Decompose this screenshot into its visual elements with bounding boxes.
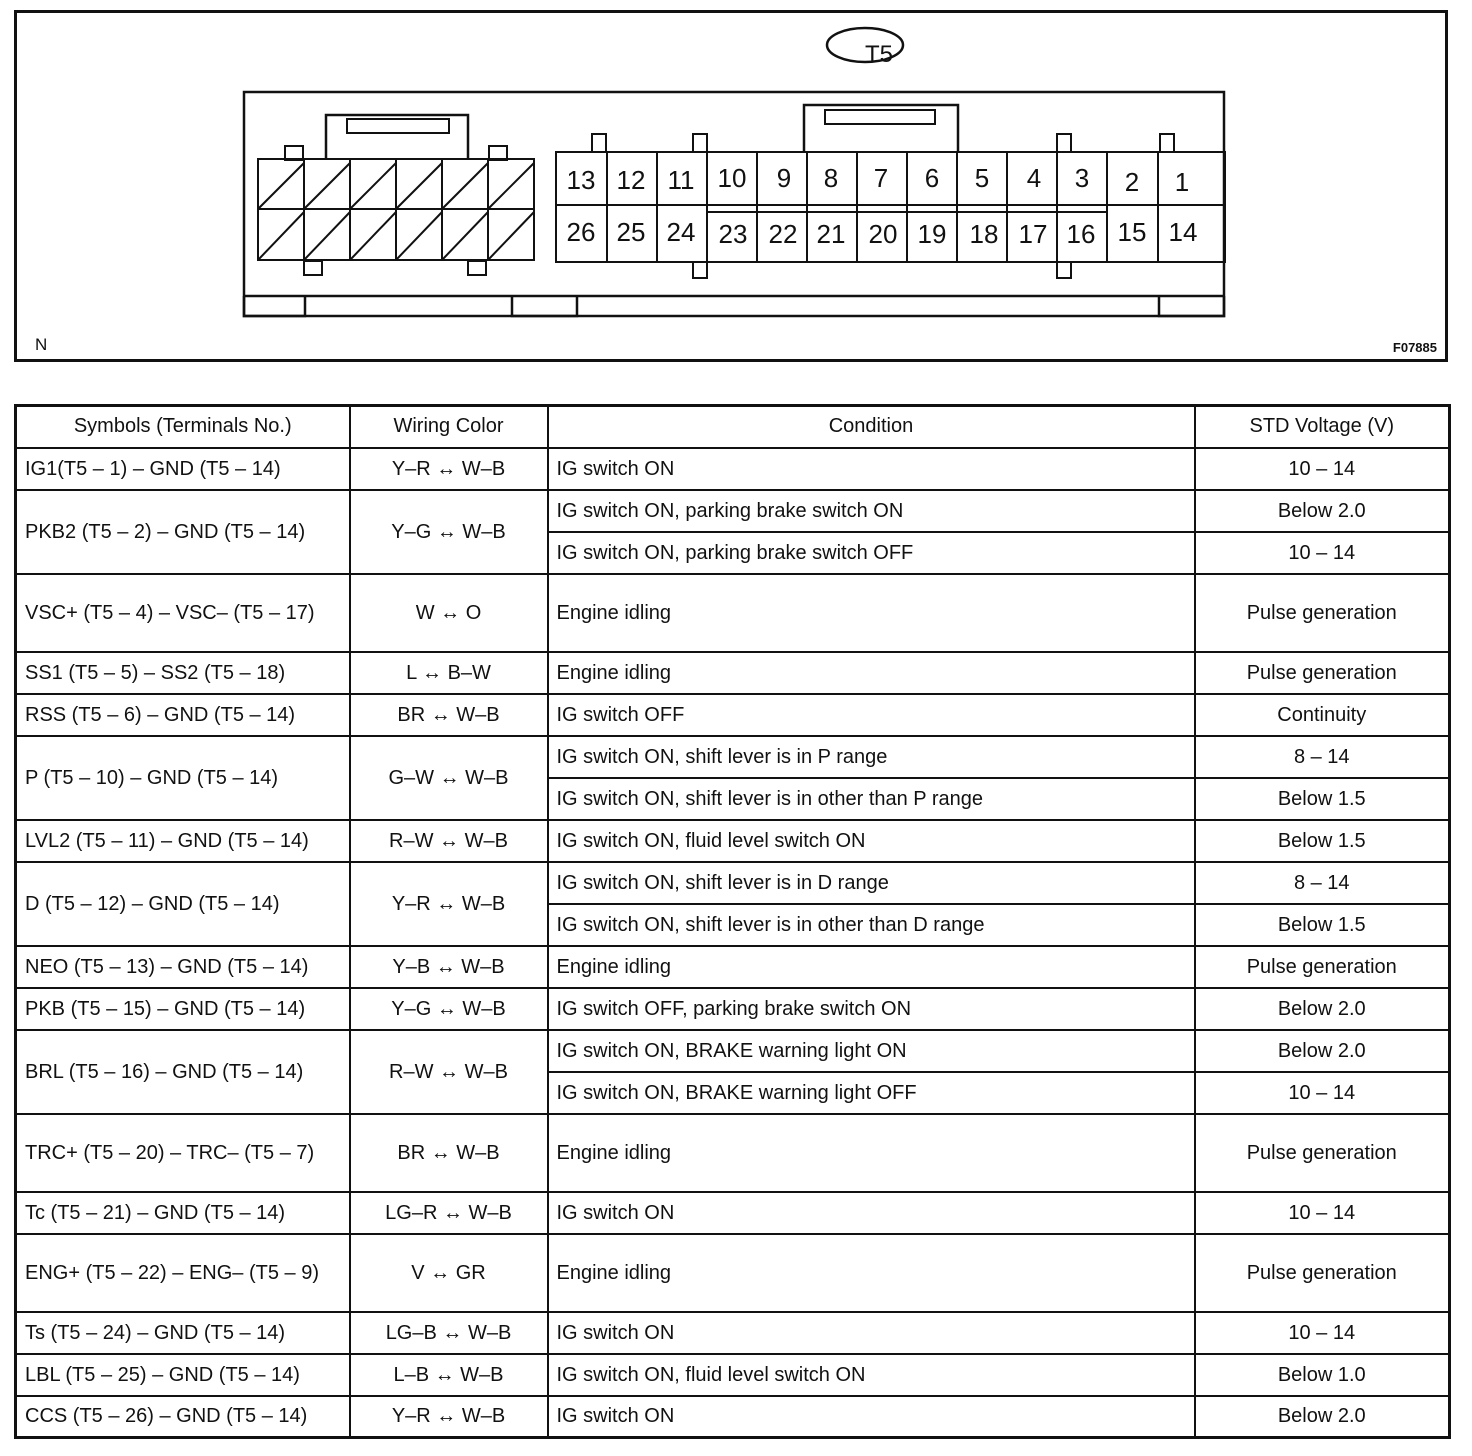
pin-23: 23	[718, 219, 748, 249]
condition-cell: IG switch ON, parking brake switch ON	[548, 490, 1195, 532]
pin-18: 18	[969, 219, 999, 249]
condition-cell: IG switch ON, fluid level switch ON	[548, 820, 1195, 862]
pin-2: 2	[1124, 167, 1140, 197]
view-label: N	[35, 335, 48, 354]
symbols-cell: PKB (T5 – 15) – GND (T5 – 14)	[16, 988, 350, 1030]
symbols-cell: Tc (T5 – 21) – GND (T5 – 14)	[16, 1192, 350, 1234]
std-voltage-cell: 8 – 14	[1195, 862, 1450, 904]
symbols-cell: CCS (T5 – 26) – GND (T5 – 14)	[16, 1396, 350, 1438]
symbols-cell: P (T5 – 10) – GND (T5 – 14)	[16, 736, 350, 820]
wiring-cell: R–W ↔ W–B	[350, 820, 548, 862]
table-row	[16, 988, 1450, 1030]
table-row	[16, 694, 1450, 736]
table-row	[16, 652, 1450, 694]
wiring-cell: Y–G ↔ W–B	[350, 490, 548, 574]
header-std-voltage: STD Voltage (V)	[1195, 406, 1450, 448]
std-voltage-cell: Below 1.5	[1195, 904, 1450, 946]
symbols-cell: D (T5 – 12) – GND (T5 – 14)	[16, 862, 350, 946]
symbols-cell: NEO (T5 – 13) – GND (T5 – 14)	[16, 946, 350, 988]
condition-cell: IG switch ON, shift lever is in other than D range	[548, 904, 1195, 946]
table-row	[16, 946, 1450, 988]
std-voltage-cell: 10 – 14	[1195, 532, 1450, 574]
std-voltage-cell: Continuity	[1195, 694, 1450, 736]
symbols-cell: TRC+ (T5 – 20) – TRC– (T5 – 7)	[16, 1114, 350, 1192]
wiring-cell: W ↔ O	[350, 574, 548, 652]
wiring-cell: BR ↔ W–B	[350, 1114, 548, 1192]
table-row	[16, 820, 1450, 862]
std-voltage-cell: Pulse generation	[1195, 652, 1450, 694]
std-voltage-cell: 10 – 14	[1195, 1072, 1450, 1114]
symbols-cell: SS1 (T5 – 5) – SS2 (T5 – 18)	[16, 652, 350, 694]
pin-10: 10	[717, 163, 747, 193]
std-voltage-cell: Below 1.5	[1195, 778, 1450, 820]
figure-code: F07885	[1392, 340, 1437, 355]
table-row	[16, 1312, 1450, 1354]
symbols-cell: ENG+ (T5 – 22) – ENG– (T5 – 9)	[16, 1234, 350, 1312]
symbols-cell: LBL (T5 – 25) – GND (T5 – 14)	[16, 1354, 350, 1396]
symbols-cell: BRL (T5 – 16) – GND (T5 – 14)	[16, 1030, 350, 1114]
std-voltage-cell: Pulse generation	[1195, 1234, 1450, 1312]
condition-cell: IG switch ON	[548, 1396, 1195, 1438]
std-voltage-cell: Pulse generation	[1195, 946, 1450, 988]
condition-cell: IG switch ON, BRAKE warning light ON	[548, 1030, 1195, 1072]
symbols-cell: PKB2 (T5 – 2) – GND (T5 – 14)	[16, 490, 350, 574]
pin-6: 6	[924, 163, 940, 193]
header-wiring-color: Wiring Color	[350, 406, 548, 448]
condition-cell: IG switch OFF, parking brake switch ON	[548, 988, 1195, 1030]
pin-9: 9	[776, 163, 792, 193]
condition-cell: Engine idling	[548, 652, 1195, 694]
pin-8: 8	[823, 163, 839, 193]
std-voltage-cell: Pulse generation	[1195, 574, 1450, 652]
pin-26: 26	[566, 217, 596, 247]
condition-cell: Engine idling	[548, 574, 1195, 652]
symbols-cell: Ts (T5 – 24) – GND (T5 – 14)	[16, 1312, 350, 1354]
std-voltage-cell: Below 2.0	[1195, 1396, 1450, 1438]
wiring-cell: BR ↔ W–B	[350, 694, 548, 736]
condition-cell: Engine idling	[548, 946, 1195, 988]
wiring-cell: LG–R ↔ W–B	[350, 1192, 548, 1234]
table-row	[16, 736, 1450, 778]
wiring-cell: Y–G ↔ W–B	[350, 988, 548, 1030]
pin-15: 15	[1117, 217, 1147, 247]
wiring-cell: LG–B ↔ W–B	[350, 1312, 548, 1354]
pin-22: 22	[768, 219, 798, 249]
header-symbols: Symbols (Terminals No.)	[16, 406, 350, 448]
table-row	[16, 1354, 1450, 1396]
table-row	[16, 1396, 1450, 1438]
std-voltage-cell: Below 2.0	[1195, 490, 1450, 532]
table-row	[16, 490, 1450, 532]
std-voltage-cell: 10 – 14	[1195, 1312, 1450, 1354]
wiring-cell: L–B ↔ W–B	[350, 1354, 548, 1396]
pin-16: 16	[1066, 219, 1096, 249]
std-voltage-cell: 8 – 14	[1195, 736, 1450, 778]
condition-cell: IG switch ON, shift lever is in D range	[548, 862, 1195, 904]
std-voltage-cell: Pulse generation	[1195, 1114, 1450, 1192]
condition-cell: Engine idling	[548, 1114, 1195, 1192]
condition-cell: IG switch OFF	[548, 694, 1195, 736]
wiring-cell: Y–B ↔ W–B	[350, 946, 548, 988]
symbols-cell: LVL2 (T5 – 11) – GND (T5 – 14)	[16, 820, 350, 862]
pin-1: 1	[1174, 167, 1190, 197]
condition-cell: IG switch ON, shift lever is in P range	[548, 736, 1195, 778]
wiring-cell: Y–R ↔ W–B	[350, 862, 548, 946]
condition-cell: IG switch ON, BRAKE warning light OFF	[548, 1072, 1195, 1114]
pin-7: 7	[873, 163, 889, 193]
wiring-cell: G–W ↔ W–B	[350, 736, 548, 820]
connector-diagram	[14, 10, 1448, 362]
wiring-cell: R–W ↔ W–B	[350, 1030, 548, 1114]
pin-21: 21	[816, 219, 846, 249]
table-row	[16, 1030, 1450, 1072]
pin-14: 14	[1168, 217, 1198, 247]
wiring-cell: Y–R ↔ W–B	[350, 448, 548, 490]
pin-13: 13	[566, 165, 596, 195]
condition-cell: IG switch ON	[548, 1192, 1195, 1234]
condition-cell: IG switch ON, parking brake switch OFF	[548, 532, 1195, 574]
left-blocked-section	[258, 115, 534, 275]
std-voltage-cell: Below 2.0	[1195, 988, 1450, 1030]
pin-20: 20	[868, 219, 898, 249]
pin-3: 3	[1074, 163, 1090, 193]
std-voltage-cell: Below 1.5	[1195, 820, 1450, 862]
terminal-voltage-table	[14, 404, 1451, 1439]
table-header-row	[16, 406, 1450, 448]
table-row	[16, 1114, 1450, 1192]
pin-11: 11	[667, 165, 695, 195]
pin-19: 19	[917, 219, 947, 249]
std-voltage-cell: 10 – 14	[1195, 448, 1450, 490]
connector-drawing	[17, 13, 1445, 359]
pin-17: 17	[1018, 219, 1048, 249]
table-row	[16, 862, 1450, 904]
wiring-cell: V ↔ GR	[350, 1234, 548, 1312]
pin-5: 5	[974, 163, 990, 193]
pin-12: 12	[616, 165, 646, 195]
wiring-cell: L ↔ B–W	[350, 652, 548, 694]
condition-cell: IG switch ON, shift lever is in other than P range	[548, 778, 1195, 820]
pin-25: 25	[616, 217, 646, 247]
pin-24: 24	[666, 217, 696, 247]
table-row	[16, 1234, 1450, 1312]
header-condition: Condition	[548, 406, 1195, 448]
symbols-cell: RSS (T5 – 6) – GND (T5 – 14)	[16, 694, 350, 736]
std-voltage-cell: Below 1.0	[1195, 1354, 1450, 1396]
connector-id-label: T5	[864, 41, 893, 68]
wiring-cell: Y–R ↔ W–B	[350, 1396, 548, 1438]
symbols-cell: IG1(T5 – 1) – GND (T5 – 14)	[16, 448, 350, 490]
table-row	[16, 1192, 1450, 1234]
condition-cell: Engine idling	[548, 1234, 1195, 1312]
condition-cell: IG switch ON	[548, 1312, 1195, 1354]
symbols-cell: VSC+ (T5 – 4) – VSC– (T5 – 17)	[16, 574, 350, 652]
pin-4: 4	[1026, 163, 1042, 193]
std-voltage-cell: 10 – 14	[1195, 1192, 1450, 1234]
table-row	[16, 574, 1450, 652]
std-voltage-cell: Below 2.0	[1195, 1030, 1450, 1072]
condition-cell: IG switch ON, fluid level switch ON	[548, 1354, 1195, 1396]
condition-cell: IG switch ON	[548, 448, 1195, 490]
table-row	[16, 448, 1450, 490]
